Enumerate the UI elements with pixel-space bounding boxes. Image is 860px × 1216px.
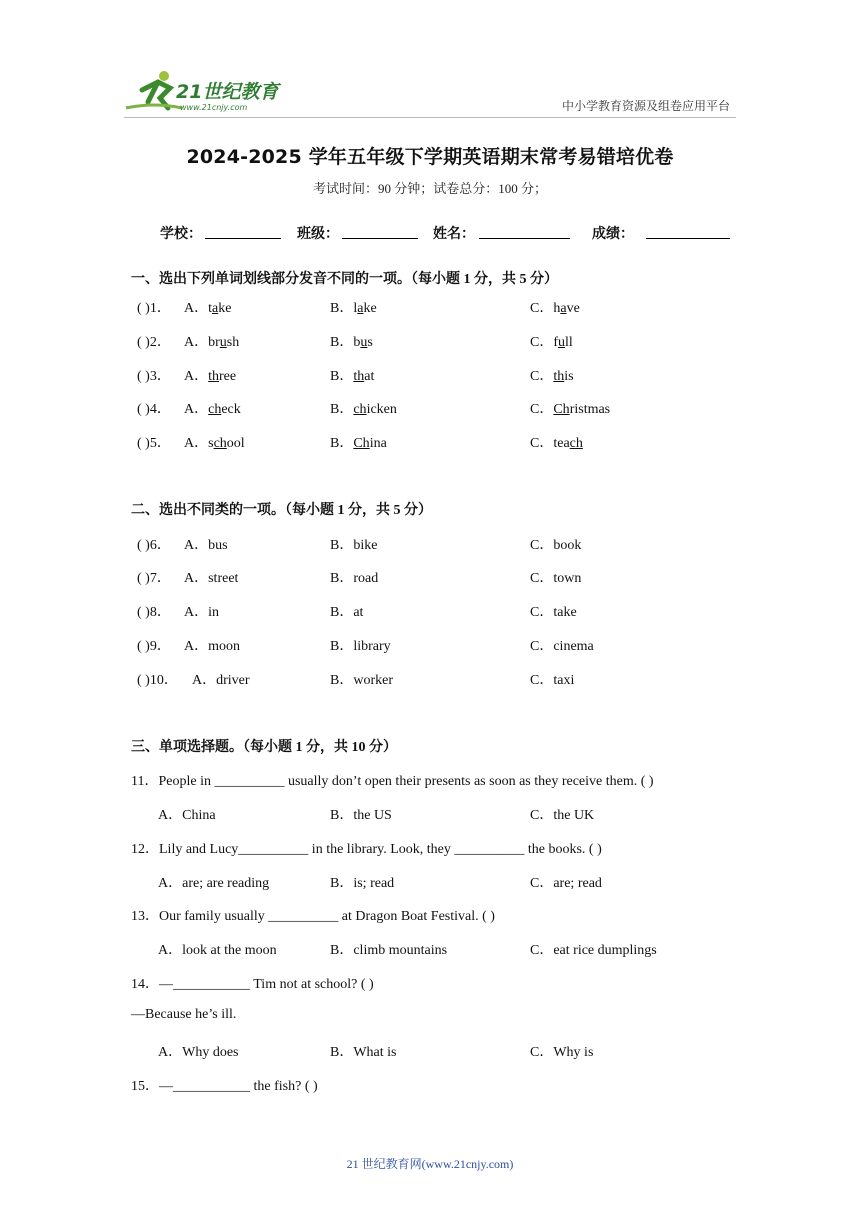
runner-logo-icon	[126, 71, 182, 108]
option-b: B．lake	[330, 301, 377, 316]
option-c: C．take	[530, 605, 577, 620]
option-a: A．are; are reading	[158, 876, 270, 891]
question-number: ( )5．	[137, 436, 171, 451]
site-logo	[124, 68, 294, 114]
logo-url: www.21cnjy.com	[180, 103, 248, 112]
options-row	[0, 939, 860, 959]
option-a: A．school	[184, 436, 245, 451]
option-a: A．check	[184, 402, 241, 417]
question-row	[0, 398, 860, 418]
section2-title: 二、选出不同类的一项。（每小题 1 分，共 5 分）	[131, 503, 432, 518]
option-c: C．the UK	[530, 808, 595, 823]
question-stem	[0, 905, 860, 925]
option-b: B．bike	[330, 538, 378, 553]
option-c: C．taxi	[530, 673, 575, 688]
option-c: C．Christmas	[530, 402, 611, 417]
question-number: ( )7．	[137, 571, 171, 586]
question-row	[0, 601, 860, 621]
question-stem	[0, 770, 860, 790]
section1-title: 一、选出下列单词划线部分发音不同的一项。（每小题 1 分，共 5 分）	[131, 272, 558, 287]
question-number: ( )10．	[137, 673, 178, 688]
option-a: A．street	[184, 571, 239, 586]
option-c: C．have	[530, 301, 580, 316]
option-b: B．China	[330, 436, 387, 451]
option-c: C．teach	[530, 436, 583, 451]
score-blank[interactable]	[646, 238, 730, 239]
option-c: C．Why is	[530, 1045, 594, 1060]
option-b: B．chicken	[330, 402, 397, 417]
question-row	[0, 432, 860, 452]
option-a: A．three	[184, 369, 237, 384]
footer-link[interactable]: 21 世纪教育网(www.21cnjy.com)	[346, 1157, 514, 1171]
options-row	[0, 1041, 860, 1061]
question-14: 14．—___________ Tim not at school? ( )	[131, 977, 374, 992]
option-a: A．take	[184, 301, 232, 316]
option-b: B．worker	[330, 673, 393, 688]
question-row	[0, 534, 860, 554]
option-a: A．bus	[184, 538, 228, 553]
score-label: 成绩：	[592, 227, 634, 242]
options-row	[0, 804, 860, 824]
platform-text: 中小学教育资源及组卷应用平台	[561, 99, 730, 113]
section3-title: 三、单项选择题。（每小题 1 分，共 10 分）	[131, 740, 397, 755]
question-11: 11．People in __________ usually don’t open their presents as soon as they receive them. ( )	[131, 774, 654, 789]
option-b: B．library	[330, 639, 391, 654]
question-15: 15．—___________ the fish? ( )	[131, 1079, 318, 1094]
question-number: ( )2．	[137, 335, 171, 350]
question-row	[0, 365, 860, 385]
question-12: 12．Lily and Lucy__________ in the library. Look, they __________ the books. ( )	[131, 842, 602, 857]
question-row	[0, 331, 860, 351]
question-stem	[0, 838, 860, 858]
class-label: 班级：	[297, 227, 339, 242]
page-title: 2024-2025 学年五年级下学期英语期末常考易错培优卷	[186, 146, 674, 168]
name-label: 姓名：	[433, 227, 475, 242]
header-divider	[124, 117, 736, 118]
question-row	[0, 567, 860, 587]
option-b: B．What is	[330, 1045, 397, 1060]
option-a: A．brush	[184, 335, 240, 350]
name-blank[interactable]	[479, 238, 570, 239]
option-a: A．in	[184, 605, 219, 620]
option-a: A．driver	[192, 673, 250, 688]
dialogue-answer: —Because he’s ill.	[131, 1007, 237, 1022]
question-number: ( )6．	[137, 538, 171, 553]
option-c: C．town	[530, 571, 582, 586]
option-b: B．is; read	[330, 876, 395, 891]
question-row	[0, 297, 860, 317]
option-b: B．road	[330, 571, 379, 586]
option-a: A．China	[158, 808, 216, 823]
option-c: C．full	[530, 335, 573, 350]
option-b: B．at	[330, 605, 364, 620]
question-answer-line	[0, 1007, 860, 1027]
option-a: A．moon	[184, 639, 240, 654]
school-label: 学校：	[160, 227, 202, 242]
school-blank[interactable]	[205, 238, 281, 239]
question-number: ( )1．	[137, 301, 171, 316]
question-number: ( )3．	[137, 369, 171, 384]
option-b: B．that	[330, 369, 375, 384]
options-row	[0, 872, 860, 892]
option-c: C．book	[530, 538, 582, 553]
option-a: A．look at the moon	[158, 943, 277, 958]
option-b: B．climb mountains	[330, 943, 448, 958]
exam-info: 考试时间：90 分钟；试卷总分：100 分；	[312, 181, 547, 196]
question-number: ( )4．	[137, 402, 171, 417]
student-info-row	[0, 223, 860, 243]
question-stem	[0, 973, 860, 993]
option-b: B．the US	[330, 808, 392, 823]
option-a: A．Why does	[158, 1045, 239, 1060]
class-blank[interactable]	[342, 238, 418, 239]
option-c: C．cinema	[530, 639, 594, 654]
question-row	[0, 669, 860, 689]
question-number: ( )9．	[137, 639, 171, 654]
option-c: C．are; read	[530, 876, 602, 891]
question-stem	[0, 1075, 860, 1095]
question-number: ( )8．	[137, 605, 171, 620]
logo-text: 21世纪教育	[176, 81, 279, 103]
option-b: B．bus	[330, 335, 373, 350]
option-c: C．this	[530, 369, 574, 384]
option-c: C．eat rice dumplings	[530, 943, 657, 958]
question-row	[0, 635, 860, 655]
question-13: 13．Our family usually __________ at Dragon Boat Festival. ( )	[131, 909, 495, 924]
